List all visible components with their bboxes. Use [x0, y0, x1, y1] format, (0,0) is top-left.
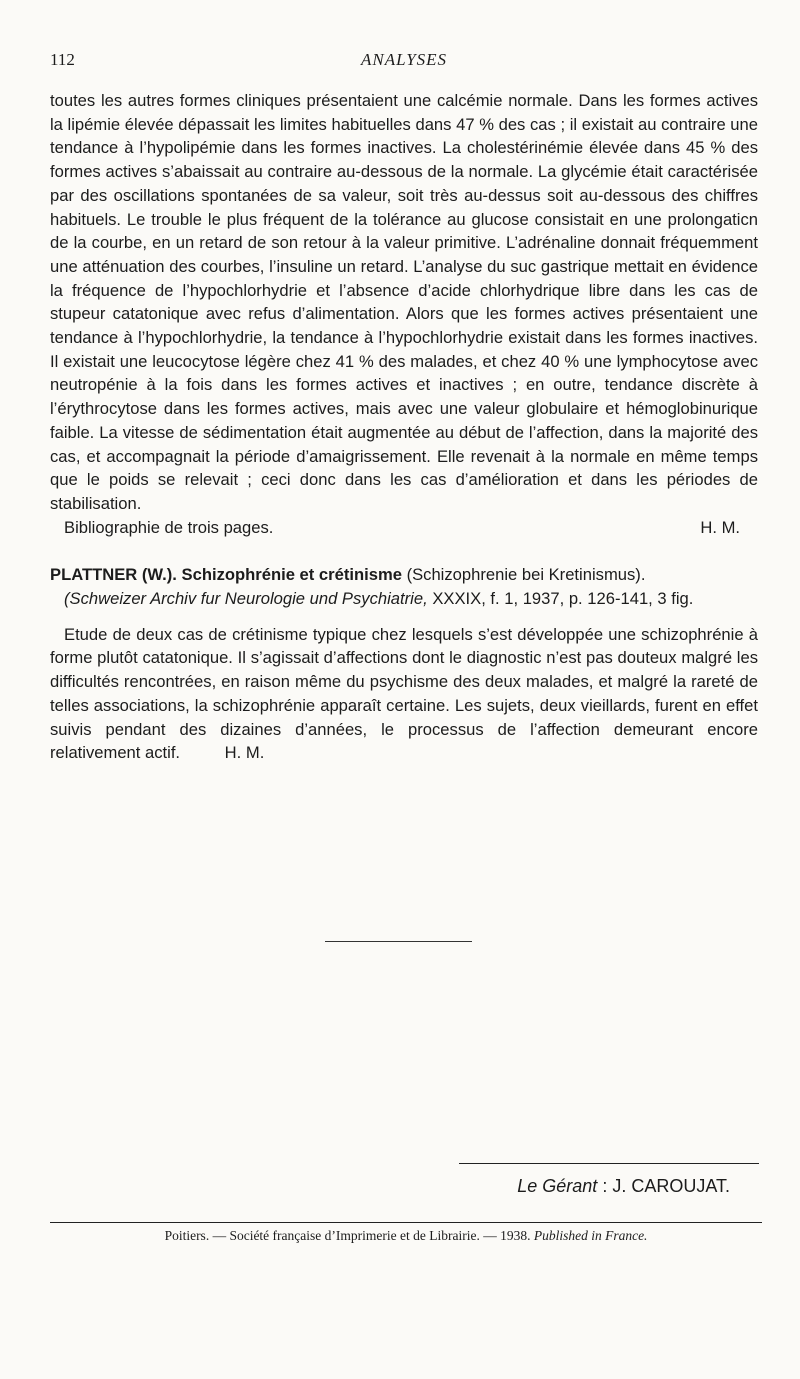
page-number: 112: [50, 50, 75, 69]
gerant-name: : J. CAROUJAT.: [602, 1176, 730, 1196]
review2-title: Schizophrénie et crétinisme: [181, 565, 402, 585]
running-title: ANALYSES: [360, 50, 448, 69]
review2-journal: (Schweizer Archiv fur Neurologie und Psychiatrie,: [64, 589, 428, 609]
body-text: [50, 89, 758, 765]
gerant-label: Le Gérant: [517, 1176, 598, 1196]
footer-rule: [50, 1222, 762, 1223]
gerant-signature: [517, 1176, 730, 1197]
review2-text: Etude de deux cas de crétinisme typique chez lesquels s’est développée une schizophrénie à forme plutôt catatonique. Il s’agissait d’affections dont le diagnostic n’est pas douteux malgré les difficultés rencontrées, en raison même du psychisme des deux malades, et malgré la rareté de telles associations, la schizophrénie apparaît certaine. Les sujets, deux vieillards, furent en effet suivis pendant des dizaines d’années, le processus de l’affection demeurant encore relativement actif.: [50, 624, 758, 763]
review2-author: PLATTNER (W.).: [50, 565, 177, 585]
page-header: [50, 50, 758, 74]
review1-paragraph: toutes les autres formes cliniques présentaient une calcémie normale. Dans les formes actives la lipémie élevée dépassait les limites habituelles dans 47 % des cas ; il existait au contraire une tendance à l’hypolipémie dans les formes inactives. La cholestérinémie élevée dans 45 % des formes actives s’abaissait au contraire au-dessous de la normale. La glycémie était caractérisée par des oscillations spontanées de sa valeur, soit très au-dessus soit au-dessous des chiffres habituels. Le trouble le plus fréquent de la tolérance au glucose consistait en une prolongaticn de la courbe, en un retard de son retour à la valeur primitive. L’adrénaline donnait fréquemment une atténuation des courbes, l’insuline un retard. L’analyse du suc gastrique mettait en évidence la fréquence de l’hypochlorhydrie et l’absence d’acide chlorhydrique libre dans les cas de stupeur catatonique avec refus d’alimentation. Alors que les formes actives présentaient une tendance à l’hypochlorhydrie, la tendance à l’hypochlorhydrie existait dans les formes inactives. Il existait une leucocytose légère chez 41 % des malades, et chez 40 % une lymphocytose avec neutropénie à la fois dans les formes actives et inactives ; en outre, tendance discrète à l’érythrocytose dans les formes actives, mais avec une valeur globulaire et hémoglobinurique faible. La vitesse de sédimentation était augmentée au début de l’affection, dans la majorité des cas, et accompagnait la période d’amaigrissement. Elle revenait à la normale en même temps que le poids se relevait ; ceci donc dans les cas d’amélioration et dans les périodes de stabilisation.: [50, 91, 758, 513]
review2-signature: H. M.: [224, 743, 265, 763]
review2-citation: XXXIX, f. 1, 1937, p. 126-141, 3 fig.: [432, 589, 694, 609]
review1-bibliography-line: [50, 516, 758, 540]
review2-citation-line: [50, 587, 758, 611]
review2-heading: [50, 563, 758, 587]
review1-bibliography: Bibliographie de trois pages.: [64, 517, 274, 537]
review2-paragraph: [50, 623, 758, 765]
gerant-rule: [459, 1163, 759, 1164]
printer-imprint: [50, 1228, 762, 1244]
review2-original-title: (Schizophrenie bei Kretinismus).: [406, 565, 646, 585]
imprint-text: Poitiers. — Société française d’Imprimerie et de Librairie. — 1938.: [164, 1228, 531, 1243]
published-note: Published in France.: [533, 1228, 648, 1243]
section-separator: [325, 941, 472, 942]
review1-signature: H. M.: [700, 517, 740, 537]
